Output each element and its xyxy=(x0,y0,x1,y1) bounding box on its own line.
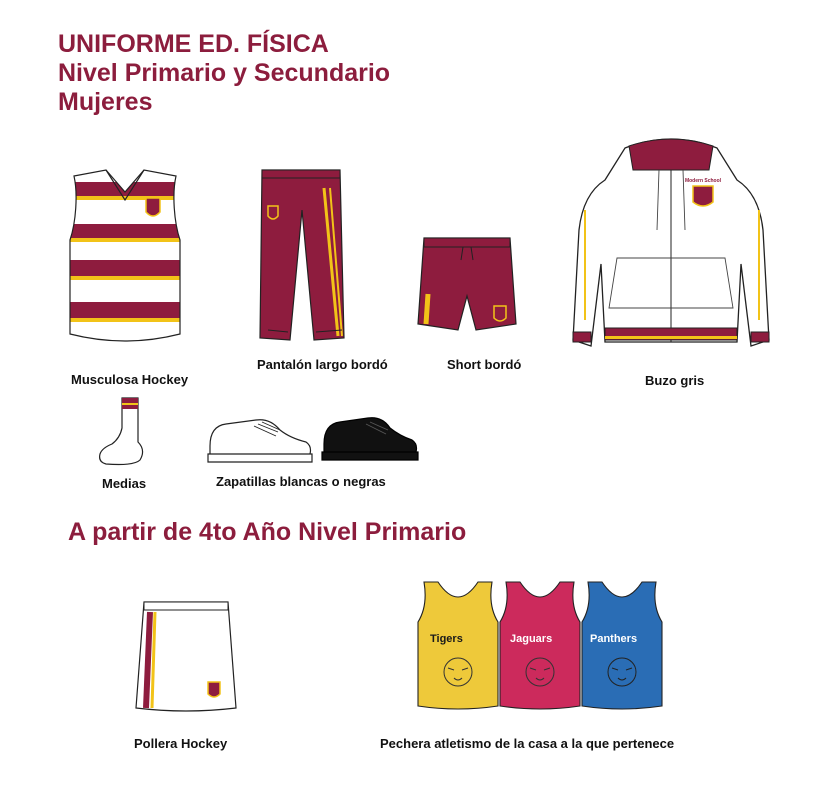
pants-icon xyxy=(258,170,344,342)
house-tank-icon xyxy=(418,582,498,710)
house-name-tigers: Tigers xyxy=(430,633,463,645)
section-title: A partir de 4to Año Nivel Primario xyxy=(68,518,467,546)
hoodie-icon xyxy=(573,140,769,352)
tank-top-icon xyxy=(68,168,182,346)
buzo-brand-text: Modern School xyxy=(684,178,722,184)
label-buzo: Buzo gris xyxy=(645,373,705,388)
house-tank-icon xyxy=(582,582,662,710)
house-tank-icon xyxy=(500,582,580,710)
skirt-icon xyxy=(136,602,236,714)
label-short: Short bordó xyxy=(447,357,522,372)
house-name-panthers: Panthers xyxy=(590,633,638,645)
house-name-jaguars: Jaguars xyxy=(510,633,553,645)
page-title-line-2: Nivel Primario y Secundario xyxy=(58,59,391,87)
shorts-icon xyxy=(418,238,516,332)
label-pollera: Pollera Hockey xyxy=(134,736,228,751)
label-zapatillas: Zapatillas blancas o negras xyxy=(216,474,386,489)
label-medias: Medias xyxy=(102,476,147,491)
page-title-line-1: UNIFORME ED. FÍSICA xyxy=(58,30,329,58)
page-title-line-3: Mujeres xyxy=(58,88,153,116)
sock-icon xyxy=(98,398,148,466)
white-sneaker-icon xyxy=(206,416,312,464)
label-pechera: Pechera atletismo de la casa a la que pertenece xyxy=(380,736,675,751)
black-sneaker-icon xyxy=(320,414,418,462)
label-musculosa: Musculosa Hockey xyxy=(71,372,189,387)
label-pantalon: Pantalón largo bordó xyxy=(257,357,388,372)
